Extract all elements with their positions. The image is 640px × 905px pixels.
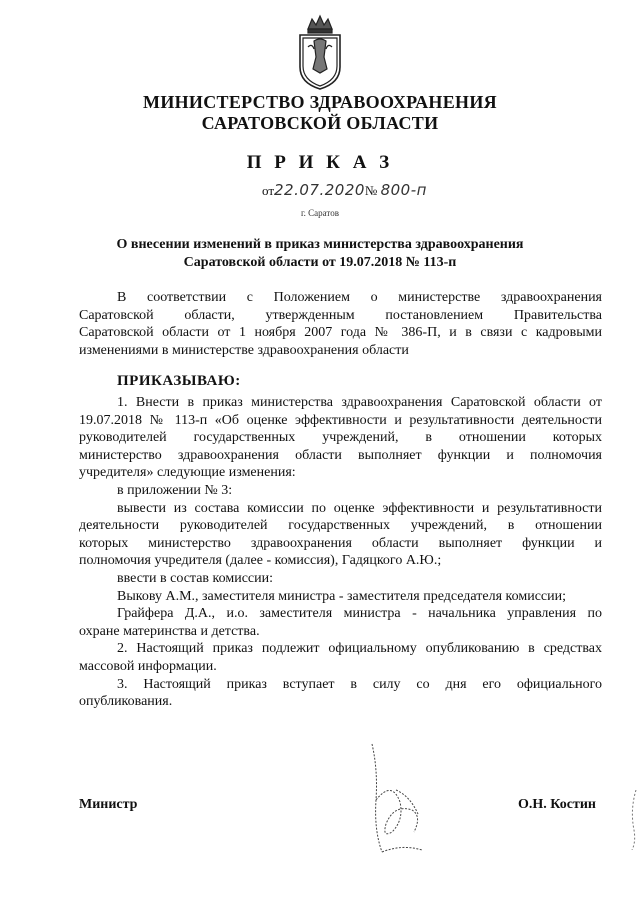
- page-edge-mark: [626, 790, 638, 850]
- text-line: полномочия учредителя (далее - комиссия), Гадяцкого А.Ю.;: [79, 553, 442, 569]
- text-line: вывести из состава комиссии по оценке эффективности и результативности: [117, 500, 602, 516]
- city-label: г. Саратов: [301, 208, 339, 218]
- text-line: в приложении № 3:: [117, 482, 233, 498]
- text-line: Грайфера Д.А., и.о. заместителя министра - начальника управления по: [117, 606, 602, 622]
- order-word: ПРИКАЗЫВАЮ:: [117, 373, 241, 389]
- text-line: изменениями в министерстве здравоохранения области: [79, 342, 409, 358]
- subject-line: О внесении изменений в приказ министерства здравоохранения: [116, 237, 524, 252]
- text-line: которых министерство здравоохранения области выполняет функции и: [79, 535, 602, 551]
- preamble-paragraph: [79, 289, 602, 359]
- text-line: деятельности руководителей государственных учреждений, в отношении: [79, 518, 602, 534]
- handwritten-date: 22.07.2020: [274, 181, 365, 199]
- text-line: руководителей государственных учреждений, в отношении которых: [79, 430, 602, 446]
- ministry-name-line1: МИНИСТЕРСТВО ЗДРАВООХРАНЕНИЯ: [143, 92, 497, 112]
- ministry-name-line2: САРАТОВСКОЙ ОБЛАСТИ: [201, 113, 439, 133]
- text-line: ввести в состав комиссии:: [117, 570, 274, 586]
- text-line: В соответствии с Положением о министерстве здравоохранения: [117, 290, 602, 305]
- text-line: учредителя» следующие изменения:: [79, 465, 296, 481]
- date-prefix: от: [262, 183, 275, 198]
- text-line: 19.07.2018 № 113-п «Об оценке эффективности и результативности деятельности: [79, 412, 602, 428]
- text-line: 1. Внести в приказ министерства здравоохранения Саратовской области от: [117, 395, 602, 410]
- number-prefix: №: [364, 183, 378, 198]
- subject-line: Саратовской области от 19.07.2018 № 113-п: [183, 255, 457, 270]
- text-line: Саратовской области от 1 ноября 2007 года № 386-П, и в связи с кадровыми: [79, 325, 602, 341]
- handwritten-signature: [352, 740, 442, 860]
- text-line: опубликования.: [79, 694, 173, 710]
- text-line: Саратовской области, утвержденным постановлением Правительства: [79, 307, 602, 323]
- text-line: министерство здравоохранения области выполняет функции и полномочия: [79, 447, 602, 463]
- text-line: охране материнства и детства.: [79, 623, 260, 639]
- document-type-title: П Р И К А З: [246, 152, 394, 173]
- coat-of-arms-emblem: [294, 13, 346, 91]
- handwritten-number: 800-п: [380, 181, 427, 199]
- order-date-number: [262, 181, 427, 199]
- signatory-position: Министр: [79, 797, 138, 812]
- text-line: Выкову А.М., заместителя министра - заместителя председателя комиссии;: [117, 588, 567, 604]
- text-line: 3. Настоящий приказ вступает в силу со дня его официального: [117, 676, 602, 692]
- text-line: массовой информации.: [79, 658, 217, 674]
- text-line: 2. Настоящий приказ подлежит официальному опубликованию в средствах: [117, 641, 602, 657]
- signatory-name: О.Н. Костин: [518, 797, 596, 812]
- order-subject: [0, 236, 640, 272]
- order-body: [79, 394, 602, 711]
